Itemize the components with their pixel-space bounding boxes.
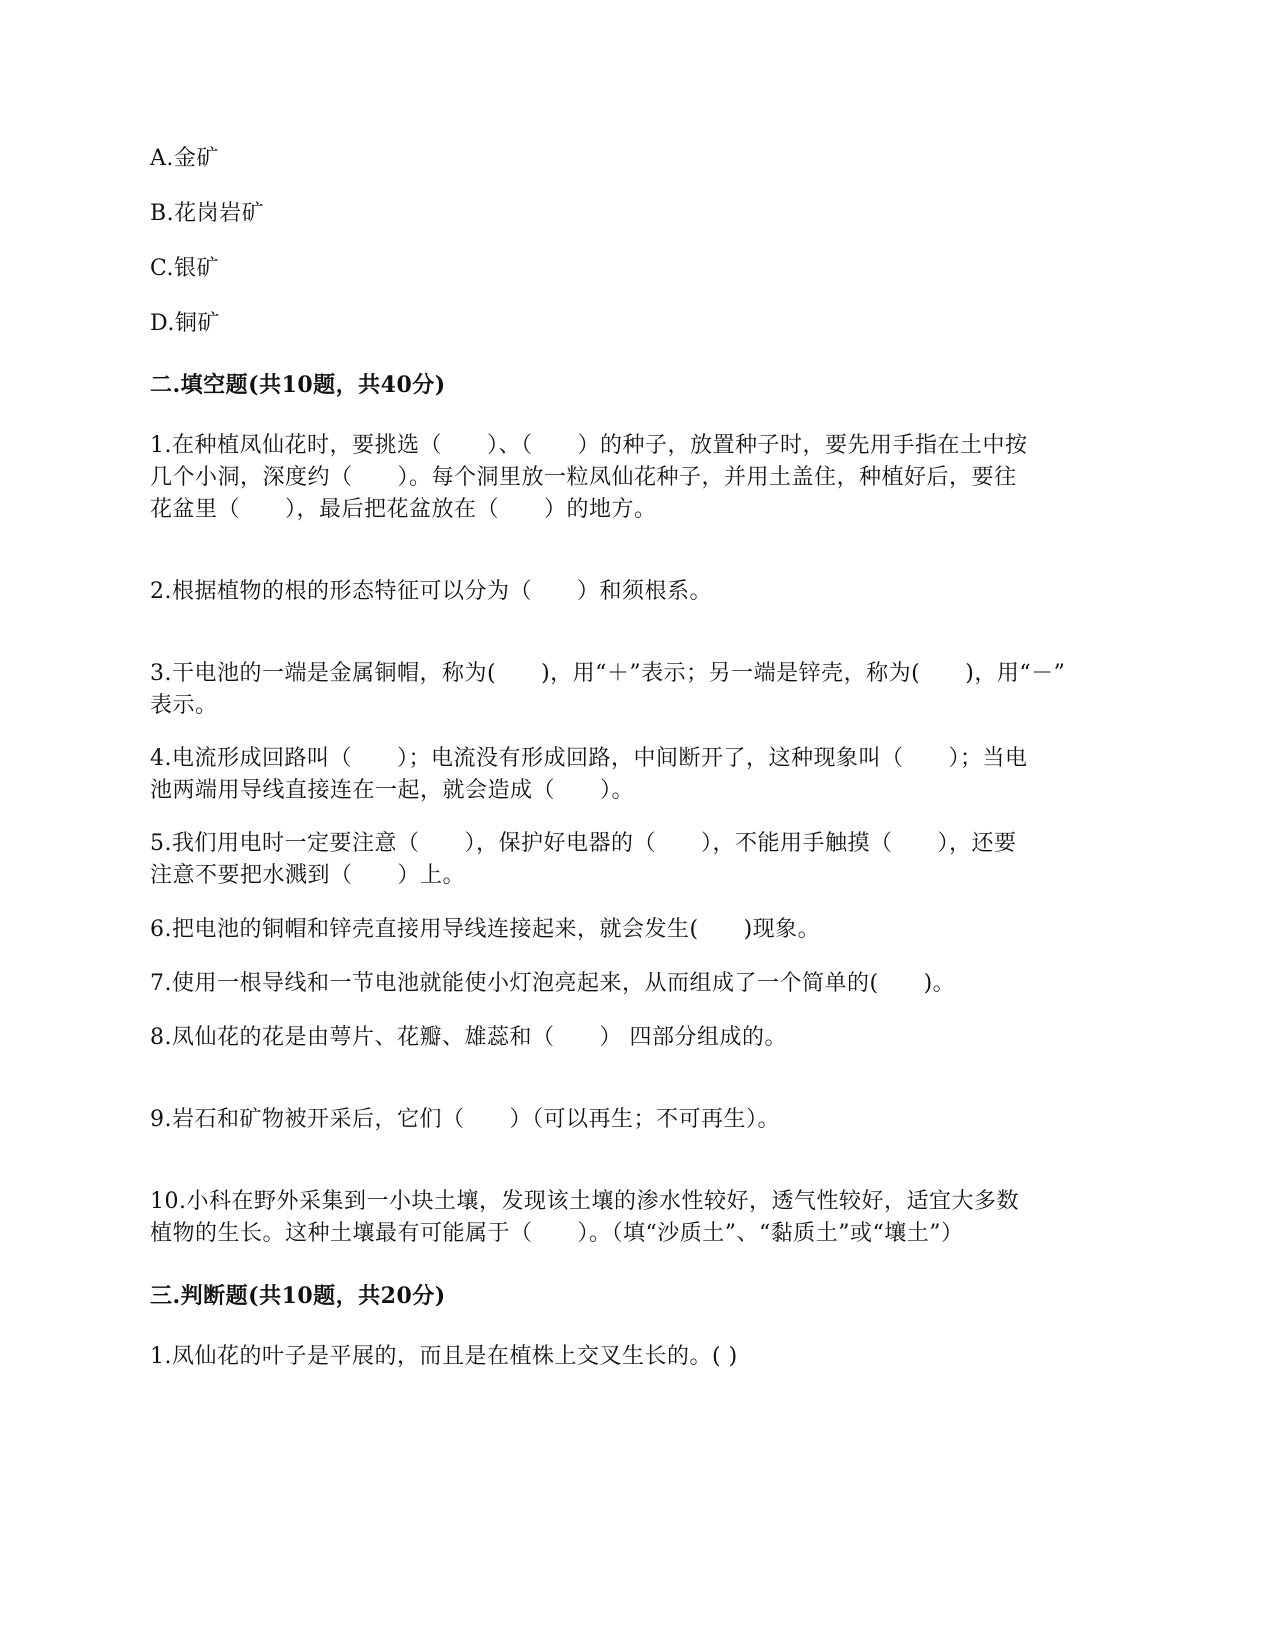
question-2: 2.根据植物的根的形态特征可以分为（ ）和须根系。 — [150, 579, 712, 604]
question-1-line-2: 几个小洞，深度约（ ）。每个洞里放一粒凤仙花种子，并用土盖住，种植好后，要往 — [150, 465, 1017, 490]
question-4-line-1: 4.电流形成回路叫（ ）；电流没有形成回路，中间断开了，这种现象叫（ ）；当电 — [150, 746, 1028, 771]
question-6: 6.把电池的铜帽和锌壳直接用导线连接起来，就会发生( )现象。 — [150, 917, 821, 942]
question-9: 9.岩石和矿物被开采后，它们（ ）（可以再生；不可再生）。 — [150, 1107, 780, 1132]
option-b: B.花岗岩矿 — [150, 201, 265, 226]
section-heading-fill-blank: 二.填空题(共10题，共40分) — [150, 372, 446, 398]
judgment-question-1: 1.凤仙花的叶子是平展的，而且是在植株上交叉生长的。( ) — [150, 1344, 738, 1369]
section-heading-true-false: 三.判断题(共10题，共20分) — [150, 1283, 446, 1309]
option-c: C.银矿 — [150, 256, 220, 281]
question-8: 8.凤仙花的花是由萼片、花瓣、雄蕊和（ ） 四部分组成的。 — [150, 1025, 787, 1050]
question-10-line-1: 10.小科在野外采集到一小块土壤，发现该土壤的渗水性较好，透气性较好，适宜大多数 — [150, 1189, 1019, 1214]
question-3-line-2: 表示。 — [150, 693, 218, 718]
question-4-line-2: 池两端用导线直接连在一起，就会造成（ ）。 — [150, 778, 635, 803]
question-10-line-2: 植物的生长。这种土壤最有可能属于（ ）。（填“沙质土”、“黏质土”或“壤土”） — [150, 1221, 964, 1246]
question-5-line-2: 注意不要把水溅到（ ）上。 — [150, 863, 466, 888]
question-1-line-1: 1.在种植凤仙花时，要挑选（ ）、（ ）的种子，放置种子时，要先用手指在土中按 — [150, 433, 1028, 458]
option-a: A.金矿 — [150, 146, 219, 171]
question-3-line-1: 3.干电池的一端是金属铜帽，称为( )，用“＋”表示；另一端是锌壳，称为( )，用“－” — [150, 661, 1066, 686]
question-5-line-1: 5.我们用电时一定要注意（ ），保护好电器的（ ），不能用手触摸（ ），还要 — [150, 831, 1017, 856]
question-1-line-3: 花盆里（ ），最后把花盆放在（ ）的地方。 — [150, 497, 657, 522]
question-7: 7.使用一根导线和一节电池就能使小灯泡亮起来，从而组成了一个简单的( )。 — [150, 971, 956, 996]
option-d: D.铜矿 — [150, 311, 220, 336]
